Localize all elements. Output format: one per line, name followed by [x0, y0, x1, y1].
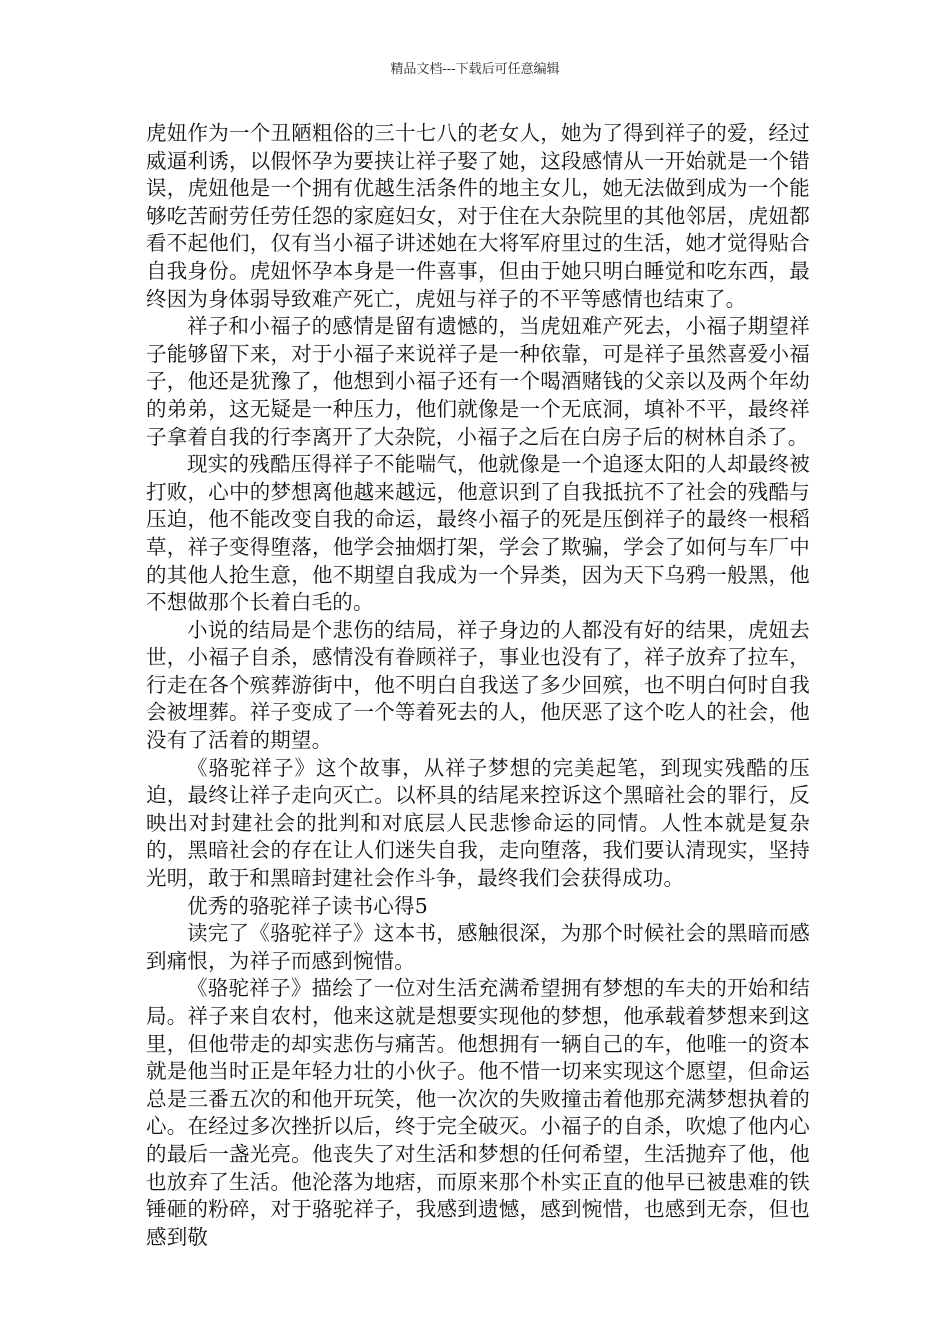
document-body [146, 120, 810, 1251]
section-heading: 优秀的骆驼祥子读书心得5 [187, 893, 428, 918]
paragraph: 读完了《骆驼祥子》这本书，感触很深，为那个时候社会的黑暗而感到痛恨，为祥子而感到惋惜。 [146, 921, 810, 973]
paragraph: 虎妞作为一个丑陋粗俗的三十七八的老女人，她为了得到祥子的爱，经过威逼利诱，以假怀孕为要挟让祥子娶了她，这段感情从一开始就是一个错误，虎妞他是一个拥有优越生活条件的地主女儿，她无法做到成为一个能够吃苦耐劳任劳任怨的家庭妇女，对于住在大杂院里的其他邻居，虎妞都看不起他们，仅有当小福子讲述她在大将军府里过的生活，她才觉得贴合自我身份。虎妞怀孕本身是一件喜事，但由于她只明白睡觉和吃东西，最终因为身体弱导致难产死亡，虎妞与祥子的不平等感情也结束了。 [146, 121, 810, 311]
paragraph: 小说的结局是个悲伤的结局，祥子身边的人都没有好的结果，虎妞去世，小福子自杀，感情没有眷顾祥子，事业也没有了，祥子放弃了拉车，行走在各个殡葬游街中，他不明白自我送了多少回殡，也不明白何时自我会被埋葬。祥子变成了一个等着死去的人，他厌恶了这个吃人的社会，他没有了活着的期望。 [146, 617, 810, 753]
page-header: 精品文档---下载后可任意编辑 [390, 62, 560, 77]
paragraph: 祥子和小福子的感情是留有遗憾的，当虎妞难产死去，小福子期望祥子能够留下来，对于小福子来说祥子是一种依靠，可是祥子虽然喜爱小福子，他还是犹豫了，他想到小福子还有一个喝酒赌钱的父亲以及两个年幼的弟弟，这无疑是一种压力，他们就像是一个无底洞，填补不平，最终祥子拿着自我的行李离开了大杂院，小福子之后在白房子后的树林自杀了。 [146, 314, 810, 449]
paragraph: 《骆驼祥子》描绘了一位对生活充满希望拥有梦想的车夫的开始和结局。祥子来自农村，他来这就是想要实现他的梦想，他承载着梦想来到这里，但他带走的却实悲伤与痛苦。他想拥有一辆自己的车，他唯一的资本就是他当时正是年轻力壮的小伙子。他不惜一切来实现这个愿望，但命运总是三番五次的和他开玩笑，他一次次的失败撞击着他那充满梦想执着的心。在经过多次挫折以后，终于完全破灭。小福子的自杀，吹熄了他内心的最后一盏光亮。他丧失了对生活和梦想的任何希望，生活抛弃了他，他也放弃了生活。他沦落为地痞，而原来那个朴实正直的他早已被患难的铁锤砸的粉碎，对于骆驼祥子，我感到遗憾，感到惋惜，也感到无奈，但也感到敬 [146, 976, 810, 1249]
paragraph: 现实的残酷压得祥子不能喘气，他就像是一个追逐太阳的人却最终被打败，心中的梦想离他越来越远，他意识到了自我抵抗不了社会的残酷与压迫，他不能改变自我的命运，最终小福子的死是压倒祥子的最终一根稻草，祥子变得堕落，他学会抽烟打架，学会了欺骗，学会了如何与车厂中的其他人抢生意，他不期望自我成为一个异类，因为天下乌鸦一般黑，他不想做那个长着白毛的。 [146, 452, 810, 615]
paragraph: 《骆驼祥子》这个故事，从祥子梦想的完美起笔，到现实残酷的压迫，最终让祥子走向灭亡。以杯具的结尾来控诉这个黑暗社会的罪行，反映出对封建社会的批判和对底层人民悲惨命运的同情。人性本就是复杂的，黑暗社会的存在让人们迷失自我，走向堕落，我们要认清现实，坚持光明，敢于和黑暗封建社会作斗争，最终我们会获得成功。 [146, 755, 810, 891]
